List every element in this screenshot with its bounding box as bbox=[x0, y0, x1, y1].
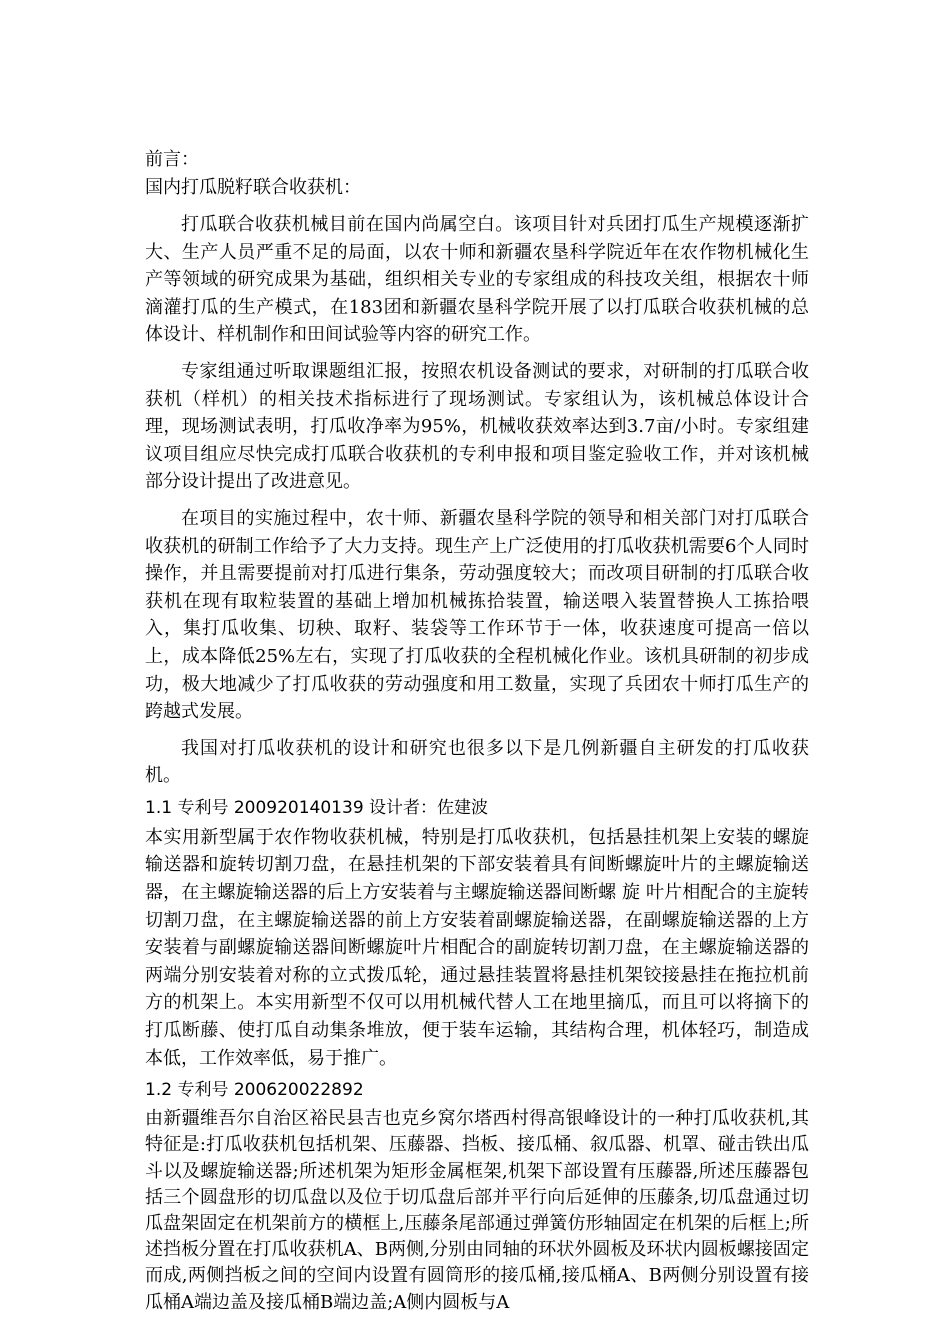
paragraph-domestic-research: 我国对打瓜收获机的设计和研究也很多以下是几例新疆自主研发的打瓜收获机。 bbox=[145, 737, 809, 787]
document-page bbox=[145, 146, 809, 1316]
patent-1-heading bbox=[145, 794, 809, 822]
paragraph-expert-review: 专家组通过听取课题组汇报，按照农机设备测试的要求，对研制的打瓜联合收获机（样机）的相关技术指标进行了现场测试。专家组认为，该机械总体设计合理，现场测试表明，打瓜收净率为95%，机械收获效率达到3.7亩/小时。专家组建议项目组应尽快完成打瓜联合收获机的专利申报和项目鉴定验收工作，并对该机械部分设计提出了改进意见。 bbox=[145, 360, 809, 493]
patent-1-title: 1.1 专利号 200920140139 bbox=[145, 797, 370, 818]
patent-1-designer: 设计者：佐建波 bbox=[369, 797, 489, 818]
paragraph-implementation: 在项目的实施过程中，农十师、新疆农垦科学院的领导和相关部门对打瓜联合收获机的研制工作给予了大力支持。现生产上广泛使用的打瓜收获机需要6个人同时操作，并且需要提前对打瓜进行集条，劳动强度较大；而改项目研制的打瓜联合收获机在现有取粒装置的基础上增加机械拣拾装置，输送喂入装置替换人工拣拾喂入，集打瓜收集、切秧、取籽、装袋等工作环节于一体，收获速度可提高一倍以上，成本降低25%左右，实现了打瓜收获的全程机械化作业。该机具研制的初步成功，极大地减少了打瓜收获的劳动强度和用工数量，实现了兵团农十师打瓜生产的跨越式发展。 bbox=[145, 507, 809, 723]
paragraph-intro: 打瓜联合收获机械目前在国内尚属空白。该项目针对兵团打瓜生产规模逐渐扩大、生产人员严重不足的局面，以农十师和新疆农垦科学院近年在农作物机械化生产等领域的研究成果为基础，组织相关专业的专家组成的科技攻关组，根据农十师滴灌打瓜的生产模式，在183团和新疆农垦科学院开展了以打瓜联合收获机械的总体设计、样机制作和田间试验等内容的研究工作。 bbox=[145, 214, 809, 346]
patent-1-body: 本实用新型属于农作物收获机械，特别是打瓜收获机，包括悬挂机架上安装的螺旋输送器和旋转切割刀盘，在悬挂机架的下部安装着具有间断螺旋叶片的主螺旋输送器，在主螺旋输送器的后上方安装着与主螺旋输送器间断螺 旋 叶片相配合的主旋转切割刀盘，在主螺旋输送器的前上方安装着副螺旋输送器，在副螺旋输送器的上方安装着与副螺旋输送器间断螺旋叶片相配合的副旋转切割刀盘，在主螺旋输送器的两端分别安装着对称的立式拨瓜轮，通过悬挂装置将悬挂机架铰接悬挂在拖拉机前方的机架上。本实用新型不仅可以用机械代替人工在地里摘瓜，而且可以将摘下的打瓜断藤、使打瓜自动集条堆放，便于装车运输，其结构合理，机体轻巧，制造成本低，工作效率低，易于推广。 bbox=[145, 826, 809, 1069]
patent-2-body: 由新疆维吾尔自治区裕民县吉也克乡窝尔塔西村得高银峰设计的一种打瓜收获机,其特征是:打瓜收获机包括机架、压藤器、挡板、接瓜桶、叙瓜器、机罩、碰击铁出瓜斗以及螺旋输送器;所述机架为矩形金属框架,机架下部设置有压藤器,所述压藤器包括三个圆盘形的切瓜盘以及位于切瓜盘后部并平行向后延伸的压藤条,切瓜盘通过切瓜盘架固定在机架前方的横框上,压藤条尾部通过弹簧仿形轴固定在机架的后框上;所述挡板分置在打瓜收获机A、B两侧,分别由同轴的环状外圆板及环状内圆板螺接固定而成,两侧挡板之间的空间内设置有圆筒形的接瓜桶,接瓜桶A、B两侧分别设置有接瓜桶A端边盖及接瓜桶B端边盖;A侧内圆板与A bbox=[145, 1108, 809, 1313]
patent-2-title: 1.2 专利号 200620022892 bbox=[145, 1080, 364, 1101]
section-title: 国内打瓜脱籽联合收获机： bbox=[145, 177, 361, 198]
preface-label: 前言： bbox=[145, 149, 199, 170]
